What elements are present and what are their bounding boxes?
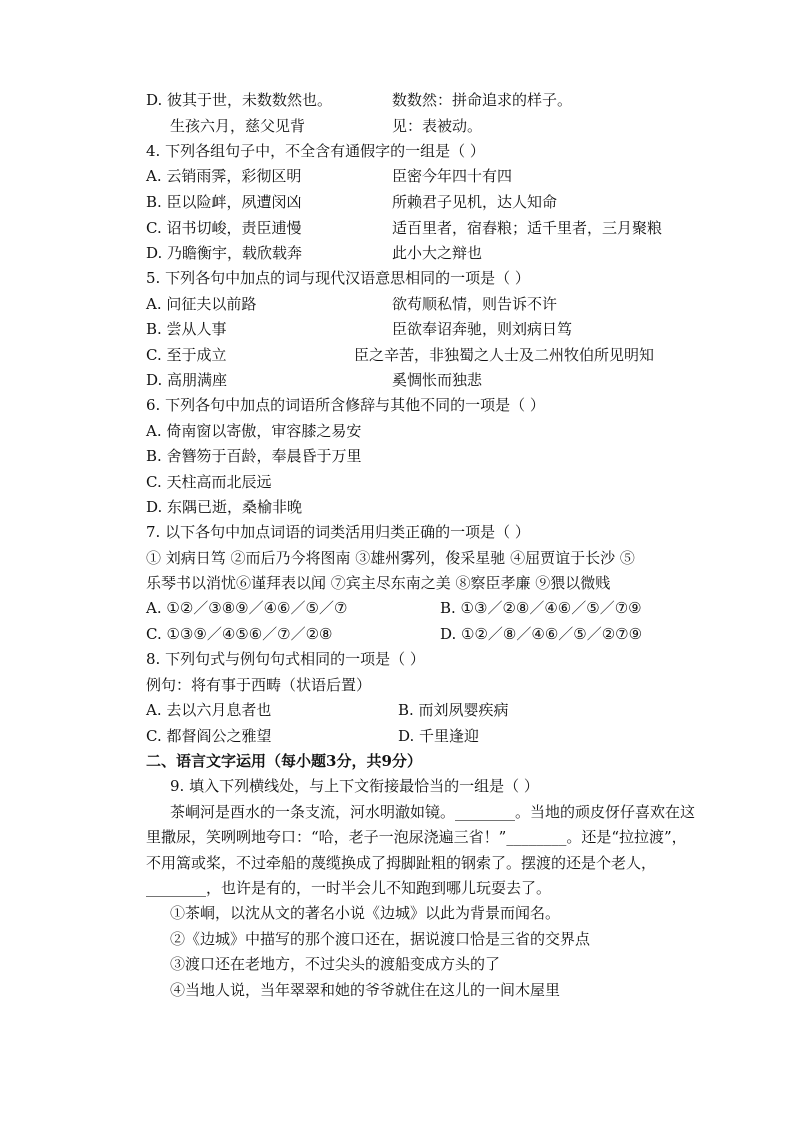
text-line: 例句：将有事于西畴（状语后置）: [146, 676, 372, 694]
text-line: 5. 下列各句中加点的词与现代汉语意思相同的一项是（ ）: [146, 269, 530, 287]
text-line: C. ①③⑨／④⑤⑥／⑦／②⑧: [146, 625, 333, 643]
text-line: B. 舍簪笏于百龄，奉晨昏于万里: [146, 447, 362, 465]
text-line: A. 问征夫以前路: [146, 295, 257, 313]
text-line: 臣密今年四十有四: [392, 167, 513, 185]
text-line: 此小大之辩也: [392, 244, 483, 262]
text-line: ②《边城》中描写的那个渡口还在，据说渡口恰是三省的交界点: [170, 930, 591, 948]
text-line: C. 都督阎公之雅望: [146, 727, 272, 745]
text-line: 适百里者，宿舂粮；适千里者，三月聚粮: [392, 219, 663, 237]
text-line: 茶峒河是酉水的一条支流，河水明澈如镜。________。当地的顽皮伢仔喜欢在这: [170, 803, 696, 821]
text-line: 4. 下列各组句子中，不全含有通假字的一组是（ ）: [146, 142, 485, 160]
text-line: D. 东隅已逝，桑榆非晚: [146, 498, 303, 516]
text-line: 所赖君子见机，达人知命: [392, 193, 558, 211]
text-line: ③渡口还在老地方，不过尖头的渡船变成方头的了: [170, 955, 501, 973]
text-line: B. 尝从人事: [146, 320, 227, 338]
text-line: 生孩六月，慈父见背: [170, 117, 306, 135]
text-line: 见：表被动。: [392, 117, 483, 135]
text-line: D. ①②／⑧／④⑥／⑤／②⑦⑨: [440, 625, 643, 643]
text-line: D. 乃瞻衡宇，载欣载奔: [146, 244, 303, 262]
text-line: D. 高朋满座: [146, 371, 228, 389]
text-line: 数数然：拼命追求的样子。: [392, 91, 573, 109]
text-line: 8. 下列句式与例句句式相同的一项是（ ）: [146, 650, 425, 668]
text-line: 9. 填入下列横线处，与上下文衔接最恰当的一组是（ ）: [170, 777, 539, 795]
text-line: A. ①②／③⑧⑨／④⑥／⑤／⑦: [146, 599, 348, 617]
text-line: C. 诏书切峻，责臣逋慢: [146, 219, 302, 237]
text-line: 里撒尿，笑咧咧地夸口：“哈，老子一泡尿浇遍三省！”________。还是“拉拉渡”，: [146, 828, 687, 846]
text-line: B. 臣以险衅，夙遭闵凶: [146, 193, 302, 211]
text-line: C. 至于成立: [146, 346, 227, 364]
text-line: D. 千里逢迎: [398, 727, 480, 745]
text-line: 6. 下列各句中加点的词语所含修辞与其他不同的一项是（ ）: [146, 396, 545, 414]
text-line: A. 倚南窗以寄傲，审容膝之易安: [146, 422, 362, 440]
text-line: 乐琴书以消忧⑥谨拜表以闻 ⑦宾主尽东南之美 ⑧察臣孝廉 ⑨猥以微贱: [146, 574, 611, 592]
text-line: 7. 以下各句中加点词语的词类活用归类正确的一项是（ ）: [146, 523, 530, 541]
text-line: A. 云销雨霁，彩彻区明: [146, 167, 302, 185]
text-line: D. 彼其于世，未数数然也。: [146, 91, 333, 109]
text-line: ________，也许是有的，一时半会儿不知跑到哪儿玩耍去了。: [146, 879, 552, 897]
section-heading: 二、语言文字运用（每小题3分，共9分）: [146, 752, 422, 770]
text-line: 臣之辛苦，非独蜀之人士及二州牧伯所见明知: [354, 346, 655, 364]
text-line: B. ①③／②⑧／④⑥／⑤／⑦⑨: [440, 599, 642, 617]
text-line: 奚惆怅而独悲: [392, 371, 483, 389]
text-line: C. 天柱高而北辰远: [146, 473, 272, 491]
text-line: 欲苟顺私情，则告诉不许: [392, 295, 558, 313]
text-line: ①茶峒，以沈从文的著名小说《边城》以此为背景而闻名。: [170, 904, 561, 922]
text-line: ④当地人说，当年翠翠和她的爷爷就住在这儿的一间木屋里: [170, 981, 561, 999]
text-line: A. 去以六月息者也: [146, 701, 272, 719]
text-line: 不用篙或桨，不过牵船的蔑缆换成了拇脚趾粗的钢索了。摆渡的还是个老人，: [146, 854, 657, 872]
text-line: ① 刘病日笃 ②而后乃今将图南 ③雄州雾列，俊采星驰 ④屈贾谊于长沙 ⑤: [146, 549, 635, 567]
text-line: B. 而刘夙婴疾病: [398, 701, 509, 719]
text-line: 臣欲奉诏奔驰，则刘病日笃: [392, 320, 573, 338]
